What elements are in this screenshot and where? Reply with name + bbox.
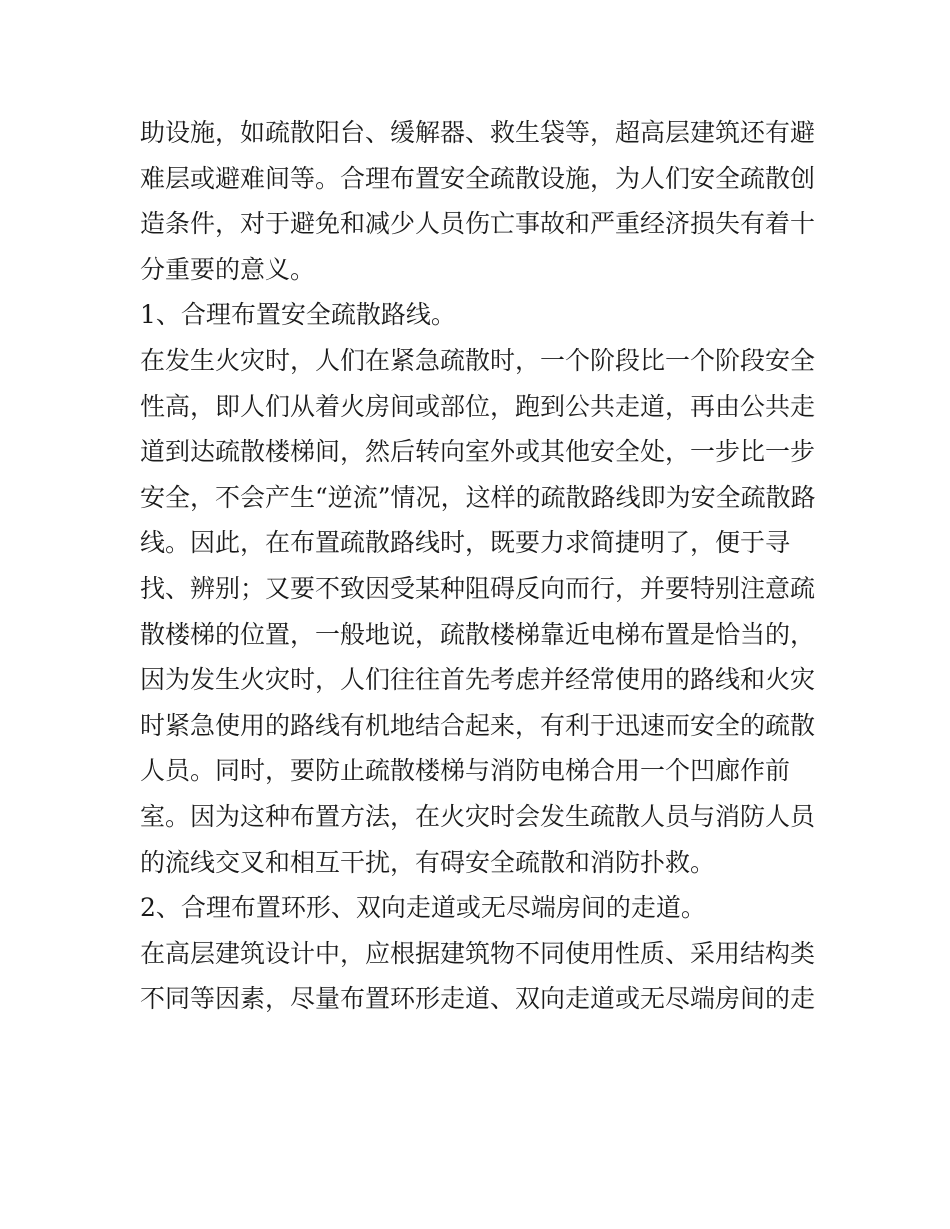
text-line: 时紧急使用的路线有机地结合起来，有利于迅速而安全的疏散: [140, 710, 816, 740]
section-heading: 1、合理布置安全疏散路线。: [140, 300, 456, 330]
text-line: 分重要的意义。: [140, 254, 316, 284]
text-line: 在高层建筑设计中，应根据建筑物不同使用性质、采用结构类: [140, 938, 816, 968]
text-line: 助设施，如疏散阳台、缓解器、救生袋等，超高层建筑还有避: [140, 118, 816, 147]
text-line: 室。因为这种布置方法，在火灾时会发生疏散人员与消防人员: [140, 801, 816, 831]
text-line: 线。因此，在布置疏散路线时，既要力求简捷明了，便于寻: [140, 528, 791, 558]
section-heading: 2、合理布置环形、双向走道或无尽端房间的走道。: [140, 893, 706, 923]
text-line: 造条件，对于避免和减少人员伤亡事故和严重经济损失有着十: [140, 209, 816, 239]
text-line: 因为发生火灾时，人们往往首先考虑并经常使用的路线和火灾: [140, 665, 816, 695]
text-line: 在发生火灾时，人们在紧急疏散时，一个阶段比一个阶段安全: [140, 345, 816, 375]
text-line: 不同等因素，尽量布置环形走道、双向走道或无尽端房间的走: [140, 984, 816, 1014]
text-line: 的流线交叉和相互干扰，有碍安全疏散和消防扑救。: [140, 847, 716, 877]
text-line: 安全，不会产生“逆流”情况，这样的疏散路线即为安全疏散路: [140, 482, 816, 512]
text-line: 难层或避难间等。合理布置安全疏散设施，为人们安全疏散创: [140, 163, 816, 193]
text-line: 道到达疏散楼梯间，然后转向室外或其他安全处，一步比一步: [140, 437, 816, 467]
text-line: 找、辨别；又要不致因受某种阻碍反向而行，并要特别注意疏: [140, 573, 816, 603]
text-line: 人员。同时，要防止疏散楼梯与消防电梯合用一个凹廊作前: [140, 756, 791, 786]
text-line: 性高，即人们从着火房间或部位，跑到公共走道，再由公共走: [140, 391, 816, 421]
text-line: 散楼梯的位置，一般地说，疏散楼梯靠近电梯布置是恰当的，: [140, 619, 816, 649]
body-text: [140, 110, 820, 1022]
